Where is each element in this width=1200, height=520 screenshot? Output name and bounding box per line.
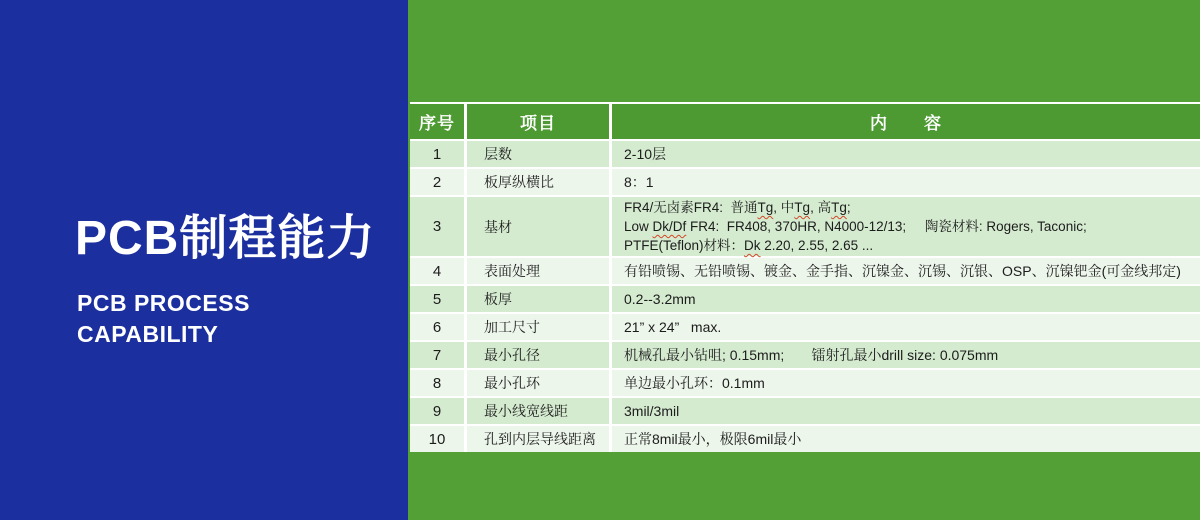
- content-line: 机械孔最小钻咀; 0.15mm; 镭射孔最小drill size: 0.075mm: [624, 347, 999, 363]
- row-content-cell: [612, 169, 1200, 195]
- row-content-cell: [612, 141, 1200, 167]
- row-number-cell: 4: [410, 258, 464, 284]
- spellcheck-word: Tg: [831, 200, 847, 215]
- row-number-cell: 7: [410, 342, 464, 368]
- row-item-cell: 最小孔径: [467, 342, 609, 368]
- content-line: 21” x 24” max.: [624, 319, 722, 335]
- content-line: 2-10层: [624, 146, 667, 162]
- row-content-cell: [612, 426, 1200, 452]
- content-line: 正常8mil最小，极限6mil最小: [624, 431, 802, 447]
- content-line: 单边最小孔环：0.1mm: [624, 375, 765, 391]
- row-item-cell: 孔到内层导线距离: [467, 426, 609, 452]
- spellcheck-word: Dk: [744, 238, 761, 253]
- row-number-cell: 5: [410, 286, 464, 312]
- page-title: PCB制程能力: [75, 212, 376, 265]
- content-line: 3mil/3mil: [624, 403, 680, 419]
- row-content-cell: [612, 342, 1200, 368]
- page-subtitle: [77, 288, 250, 350]
- row-item-cell: 板厚: [467, 286, 609, 312]
- row-number-cell: 8: [410, 370, 464, 396]
- table-panel: [408, 0, 1200, 520]
- row-item-cell: 最小孔环: [467, 370, 609, 396]
- spellcheck-word: Tg: [794, 200, 811, 215]
- title-panel: [0, 0, 408, 520]
- row-number-cell: 2: [410, 169, 464, 195]
- row-number-cell: 3: [410, 197, 464, 256]
- row-item-cell: 基材: [467, 197, 609, 256]
- row-item-cell: 板厚纵横比: [467, 169, 609, 195]
- row-number-cell: 1: [410, 141, 464, 167]
- content-line: 8：1: [624, 174, 654, 190]
- row-content-cell: [612, 370, 1200, 396]
- row-content-cell: [612, 286, 1200, 312]
- content-line: Low Dk/Df FR4: FR408, 370HR, N4000-12/13; 陶瓷材料: Rogers, Taconic;: [624, 219, 1087, 234]
- page-subtitle-line1: PCB PROCESS: [77, 290, 250, 316]
- column-header-content: 内 容: [612, 104, 1200, 139]
- row-item-cell: 表面处理: [467, 258, 609, 284]
- column-header-num: 序号: [410, 104, 464, 139]
- column-header-item: 项目: [467, 104, 609, 139]
- row-number-cell: 6: [410, 314, 464, 340]
- spellcheck-word: Dk/Df: [652, 219, 687, 234]
- content-line: PTFE(Teflon)材料：Dk 2.20, 2.55, 2.65 ...: [624, 238, 874, 253]
- row-item-cell: 加工尺寸: [467, 314, 609, 340]
- pcb-capability-table: [410, 102, 1200, 452]
- row-content-cell: [612, 197, 1200, 256]
- page-subtitle-line2: CAPABILITY: [77, 321, 219, 347]
- row-content-cell: [612, 398, 1200, 424]
- row-content-cell: [612, 258, 1200, 284]
- row-item-cell: 最小线宽线距: [467, 398, 609, 424]
- spellcheck-word: Tg: [757, 200, 774, 215]
- content-line: 0.2--3.2mm: [624, 291, 696, 307]
- content-line: 有铅喷锡、无铅喷锡、镀金、金手指、沉镍金、沉锡、沉银、OSP、沉镍钯金(可金线邦定): [624, 263, 1181, 279]
- content-line: FR4/无卤素FR4: 普通Tg, 中Tg, 高Tg;: [624, 200, 851, 215]
- row-content-cell: [612, 314, 1200, 340]
- row-number-cell: 9: [410, 398, 464, 424]
- row-number-cell: 10: [410, 426, 464, 452]
- row-item-cell: 层数: [467, 141, 609, 167]
